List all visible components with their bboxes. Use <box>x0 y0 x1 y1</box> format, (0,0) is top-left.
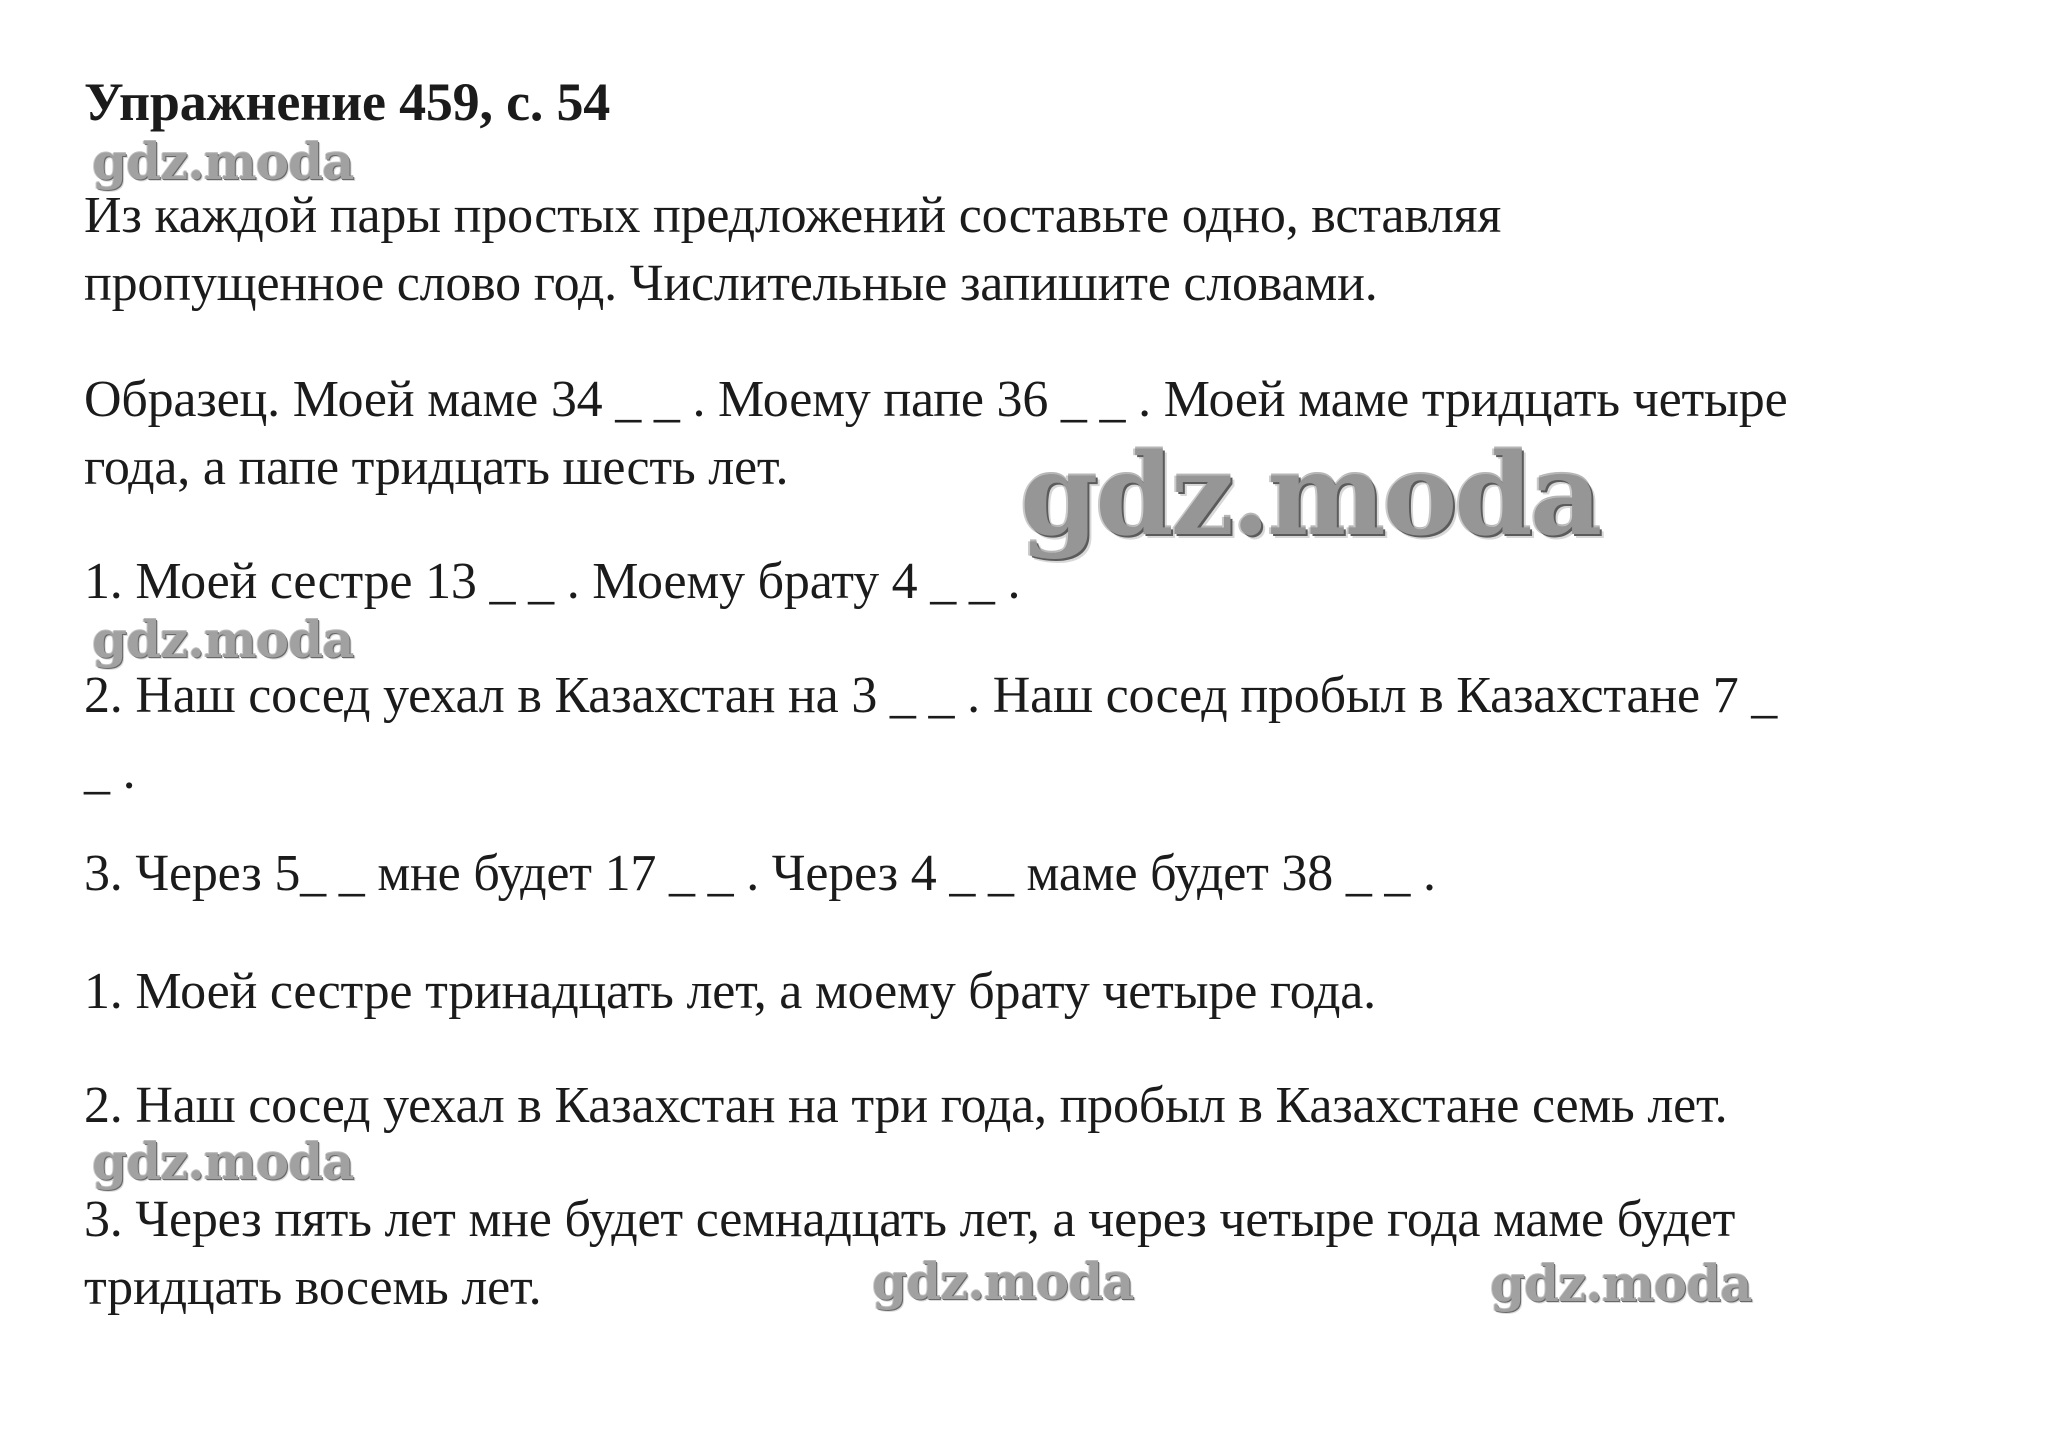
exercise-title: Упражнение 459, с. 54 <box>84 72 611 132</box>
answer-item-1: 1. Моей сестре тринадцать лет, а моему брату четыре года. <box>84 963 1376 1020</box>
example-text-line-2: года, а папе тридцать шесть лет. <box>84 439 789 496</box>
answer-item-3-line-2: тридцать восемь лет. <box>84 1259 542 1316</box>
task-text-line-1: Из каждой пары простых предложений составьте одно, вставляя <box>84 187 1502 244</box>
watermark-logo: gdz.moda <box>872 1252 1134 1311</box>
watermark-logo: gdz.moda <box>92 132 354 191</box>
exercise-item-1: 1. Моей сестре 13 _ _ . Моему брату 4 _ _ . <box>84 553 1021 610</box>
exercise-item-2-line-1: 2. Наш сосед уехал в Казахстан на 3 _ _ . Наш сосед пробыл в Казахстане 7 _ <box>84 667 1778 724</box>
answer-item-2: 2. Наш сосед уехал в Казахстан на три года, пробыл в Казахстане семь лет. <box>84 1077 1728 1134</box>
watermark-logo: gdz.moda <box>1020 430 1600 561</box>
task-text-line-2: пропущенное слово год. Числительные запишите словами. <box>84 255 1378 312</box>
exercise-item-3: 3. Через 5_ _ мне будет 17 _ _ . Через 4 _ _ маме будет 38 _ _ . <box>84 845 1436 902</box>
exercise-item-2-line-2: _ . <box>84 743 136 800</box>
example-text-line-1: Образец. Моей маме 34 _ _ . Моему папе 36 _ _ . Моей маме тридцать четыре <box>84 371 1788 428</box>
watermark-logo: gdz.moda <box>1490 1254 1752 1313</box>
watermark-logo: gdz.moda <box>92 610 354 669</box>
watermark-logo: gdz.moda <box>92 1132 354 1191</box>
answer-item-3-line-1: 3. Через пять лет мне будет семнадцать лет, а через четыре года маме будет <box>84 1191 1736 1248</box>
